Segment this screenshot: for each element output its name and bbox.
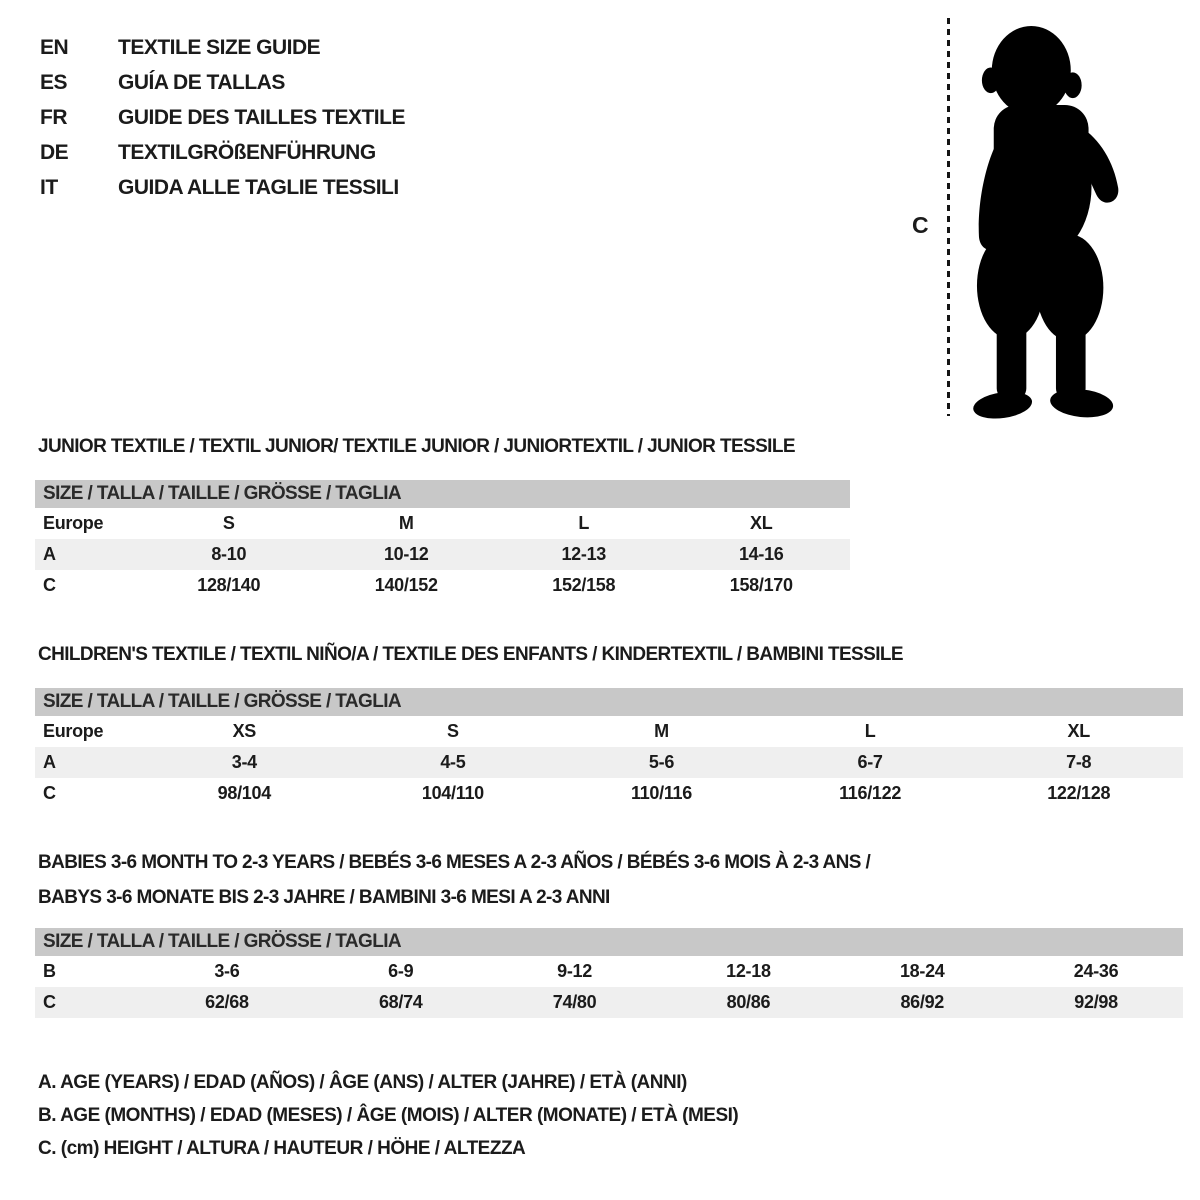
value-cell: 92/98 xyxy=(1009,987,1183,1018)
guide-title: TEXTILGRÖßENFÜHRUNG xyxy=(118,140,376,164)
language-row xyxy=(40,170,405,205)
legend-line: B. AGE (MONTHS) / EDAD (MESES) / ÂGE (MOIS) / ALTER (MONATE) / ETÀ (MESI) xyxy=(38,1105,739,1126)
value-cell: 158/170 xyxy=(729,575,793,595)
guide-title: GUÍA DE TALLAS xyxy=(118,70,285,94)
language-row xyxy=(40,30,405,65)
value-cell: XL xyxy=(750,513,773,533)
value-cell: M xyxy=(654,721,669,741)
language-code: DE xyxy=(40,140,69,164)
value-cell: 14-16 xyxy=(673,539,851,570)
section-title: BABIES 3-6 MONTH TO 2-3 YEARS / BEBÉS 3-6 MESES A 2-3 AÑOS / BÉBÉS 3-6 MOIS À 2-3 ANS / xyxy=(38,852,871,873)
value-cell: 80/86 xyxy=(661,987,835,1018)
table-body xyxy=(35,480,850,601)
table-row xyxy=(35,716,1183,747)
value-cell: 116/122 xyxy=(839,783,902,803)
row-label-cell: B xyxy=(43,961,56,981)
table-row xyxy=(35,539,850,570)
value-cell: L xyxy=(864,721,876,741)
value-cell: 140/152 xyxy=(374,575,438,595)
row-label-cell: A xyxy=(35,747,140,778)
table-row xyxy=(35,508,850,539)
value-cell: 5-6 xyxy=(557,747,766,778)
table-body xyxy=(35,928,1183,1018)
section-title: CHILDREN'S TEXTILE / TEXTIL NIÑO/A / TEXTILE DES ENFANTS / KINDERTEXTIL / BAMBINI TESSILE xyxy=(38,644,903,665)
language-code: EN xyxy=(40,35,69,59)
size-header-row xyxy=(35,688,1183,716)
table-body xyxy=(35,688,1183,809)
section-children-textile xyxy=(35,642,1183,809)
value-cell: 24-36 xyxy=(1073,961,1119,981)
value-cell: S xyxy=(447,721,459,741)
size-header-cell: SIZE / TALLA / TAILLE / GRÖSSE / TAGLIA xyxy=(35,688,1183,716)
value-cell: 9-12 xyxy=(557,961,592,981)
size-table xyxy=(35,480,850,601)
value-cell: 8-10 xyxy=(140,539,318,570)
section-junior-textile xyxy=(35,434,850,601)
row-label-cell: A xyxy=(35,539,140,570)
size-table xyxy=(35,928,1183,1018)
value-cell: XL xyxy=(1067,721,1090,741)
value-cell: XS xyxy=(232,721,256,741)
value-cell: 128/140 xyxy=(197,575,261,595)
table-row xyxy=(35,987,1183,1018)
language-row xyxy=(40,135,405,170)
value-cell: 6-7 xyxy=(766,747,975,778)
value-cell: 68/74 xyxy=(314,987,488,1018)
row-label-cell: C xyxy=(35,987,140,1018)
legend-line: C. (cm) HEIGHT / ALTURA / HAUTEUR / HÖHE / ALTEZZA xyxy=(38,1138,526,1159)
language-row xyxy=(40,65,405,100)
value-cell: 3-6 xyxy=(214,961,240,981)
size-header-row xyxy=(35,928,1183,956)
value-cell: 3-4 xyxy=(140,747,349,778)
value-cell: 4-5 xyxy=(349,747,558,778)
value-cell: 104/110 xyxy=(421,783,484,803)
size-header-row xyxy=(35,480,850,508)
guide-title: GUIDE DES TAILLES TEXTILE xyxy=(118,105,405,129)
guide-title: GUIDA ALLE TAGLIE TESSILI xyxy=(118,175,399,199)
value-cell: S xyxy=(222,513,235,533)
value-cell: 62/68 xyxy=(140,987,314,1018)
value-cell: 18-24 xyxy=(899,961,945,981)
size-header-cell: SIZE / TALLA / TAILLE / GRÖSSE / TAGLIA xyxy=(35,480,850,508)
value-cell: 7-8 xyxy=(974,747,1183,778)
section-title: JUNIOR TEXTILE / TEXTIL JUNIOR/ TEXTILE JUNIOR / JUNIORTEXTIL / JUNIOR TESSILE xyxy=(38,436,795,457)
table-row xyxy=(35,570,850,601)
language-code: IT xyxy=(40,175,58,199)
row-label-cell: Europe xyxy=(43,721,104,741)
legend xyxy=(38,1066,738,1165)
language-title-list xyxy=(40,30,405,205)
value-cell: 12-18 xyxy=(726,961,771,981)
value-cell: 122/128 xyxy=(1047,783,1111,803)
height-measure-label: C xyxy=(912,212,929,238)
value-cell: 152/158 xyxy=(552,575,616,595)
toddler-silhouette-icon xyxy=(968,24,1138,419)
table-row xyxy=(35,747,1183,778)
height-dashed-line xyxy=(947,18,950,416)
section-babies-textile xyxy=(35,845,1183,1018)
language-row xyxy=(40,100,405,135)
size-header-cell: SIZE / TALLA / TAILLE / GRÖSSE / TAGLIA xyxy=(35,928,1183,956)
value-cell: 6-9 xyxy=(388,961,414,981)
section-title: BABYS 3-6 MONATE BIS 2-3 JAHRE / BAMBINI 3-6 MESI A 2-3 ANNI xyxy=(38,887,610,908)
row-label-cell: C xyxy=(43,575,56,595)
value-cell: L xyxy=(578,513,590,533)
table-row xyxy=(35,778,1183,809)
legend-line: A. AGE (YEARS) / EDAD (AÑOS) / ÂGE (ANS) / ALTER (JAHRE) / ETÀ (ANNI) xyxy=(38,1072,687,1093)
value-cell: 10-12 xyxy=(318,539,496,570)
language-code: FR xyxy=(40,105,67,129)
row-label-cell: C xyxy=(43,783,56,803)
value-cell: 74/80 xyxy=(488,987,662,1018)
row-label-cell: Europe xyxy=(43,513,104,533)
table-row xyxy=(35,956,1183,987)
value-cell: 98/104 xyxy=(217,783,271,803)
value-cell: 86/92 xyxy=(835,987,1009,1018)
value-cell: 12-13 xyxy=(495,539,673,570)
guide-title: TEXTILE SIZE GUIDE xyxy=(118,35,321,59)
value-cell: 110/116 xyxy=(630,783,692,803)
value-cell: M xyxy=(398,513,414,533)
size-table xyxy=(35,688,1183,809)
language-code: ES xyxy=(40,70,68,94)
